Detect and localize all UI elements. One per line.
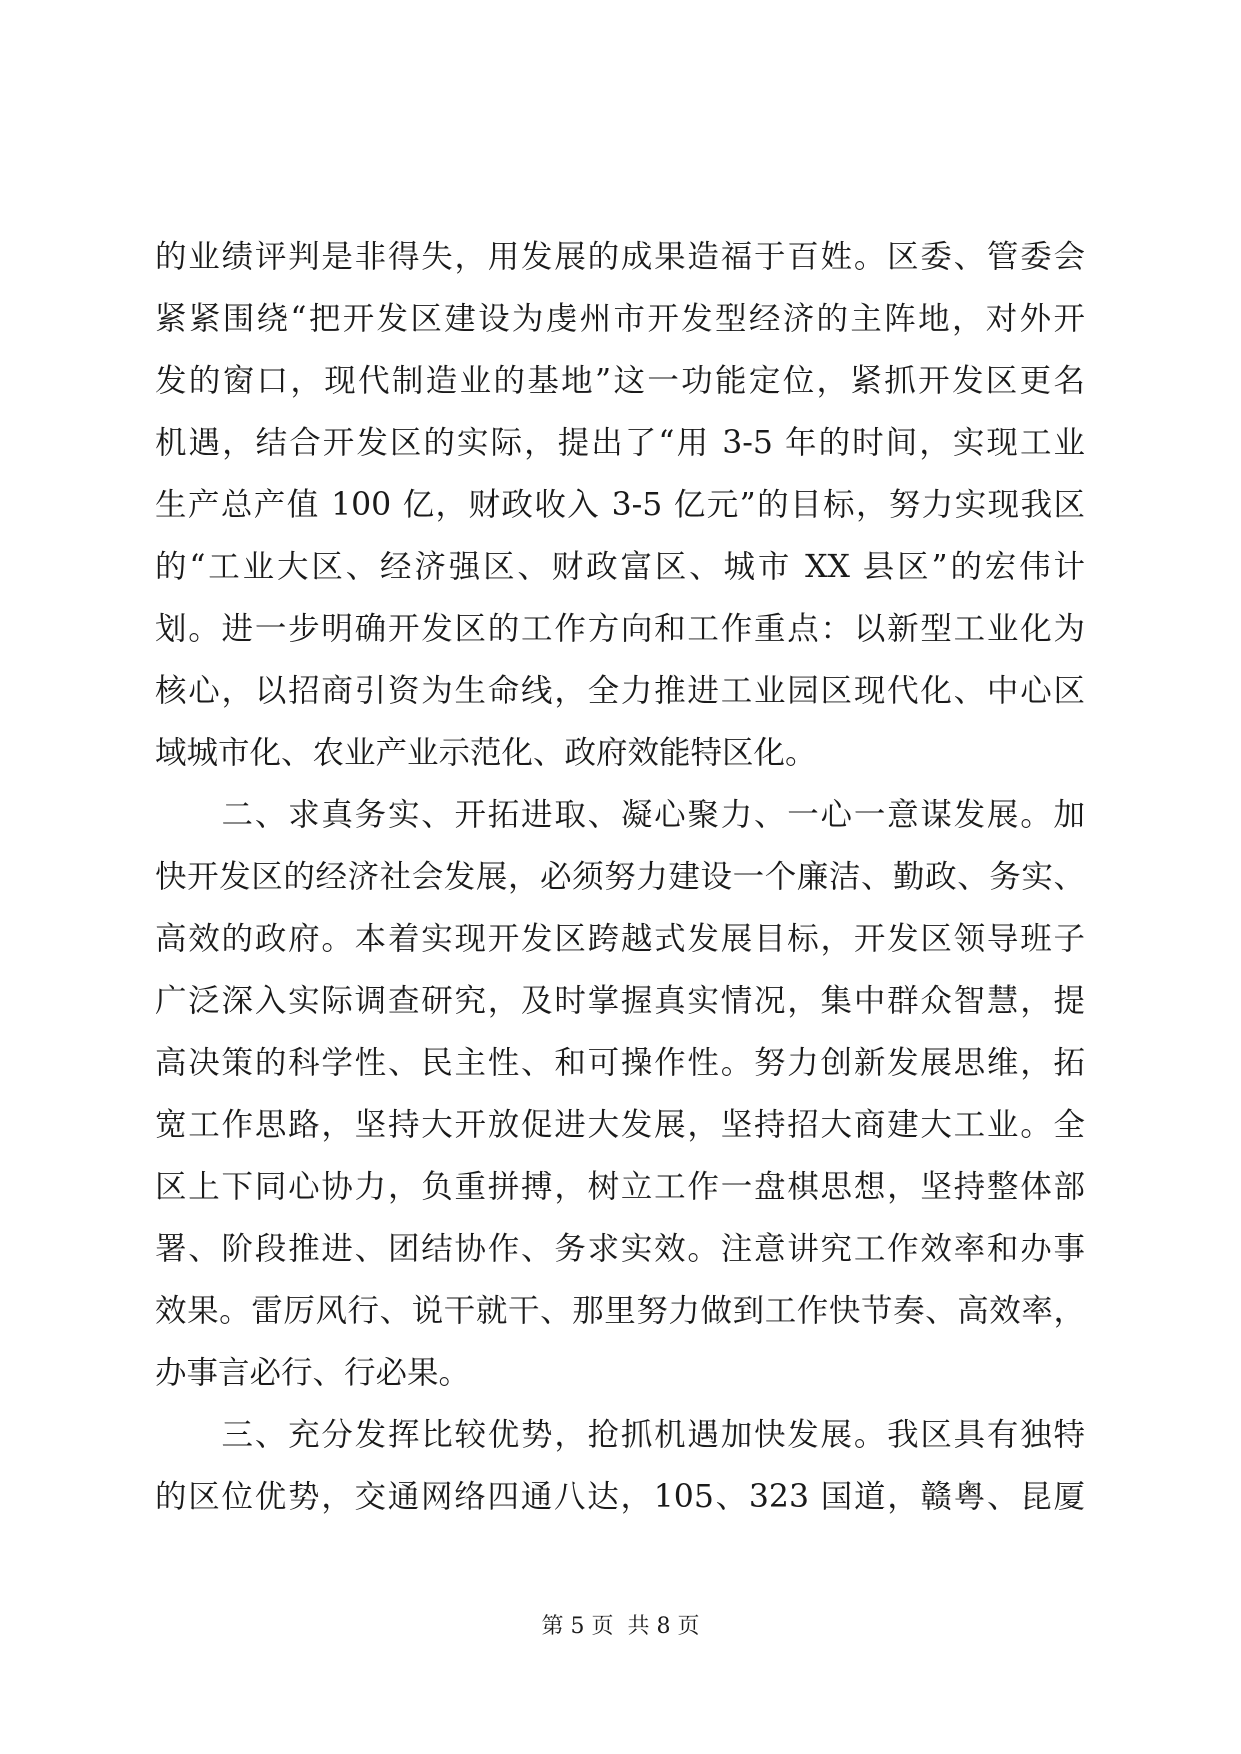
text-line: 划。进一步明确开发区的工作方向和工作重点：以新型工业化为: [155, 611, 1085, 647]
text-line: 的区位优势，交通网络四通八达，105、323 国道，赣粤、昆厦: [155, 1479, 1085, 1515]
text-line: 高效的政府。本着实现开发区跨越式发展目标，开发区领导班子: [155, 921, 1085, 957]
text-line: 高决策的科学性、民主性、和可操作性。努力创新发展思维，拓: [155, 1045, 1085, 1081]
document-body: [155, 226, 1085, 1528]
paragraph-start-line: 二、求真务实、开拓进取、凝心聚力、一心一意谋发展。加: [155, 797, 1085, 833]
page-number-label: 第 5 页 共 8 页: [541, 1614, 700, 1639]
text-line: 核心，以招商引资为生命线，全力推进工业园区现代化、中心区: [155, 673, 1085, 709]
text-line: 效果。雷厉风行、说干就干、那里努力做到工作快节奏、高效率，: [155, 1293, 1085, 1329]
text-line: 生产总产值 100 亿，财政收入 3-5 亿元”的目标，努力实现我区: [155, 487, 1085, 523]
text-line: 广泛深入实际调查研究，及时掌握真实情况，集中群众智慧，提: [155, 983, 1085, 1019]
text-line: 的业绩评判是非得失，用发展的成果造福于百姓。区委、管委会: [155, 239, 1085, 275]
text-line: 发的窗口，现代制造业的基地”这一功能定位，紧抓开发区更名: [155, 363, 1085, 399]
text-line: 区上下同心协力，负重拼搏，树立工作一盘棋思想，坚持整体部: [155, 1169, 1085, 1205]
text-line: 署、阶段推进、团结协作、务求实效。注意讲究工作效率和办事: [155, 1231, 1085, 1267]
text-line: 宽工作思路，坚持大开放促进大发展，坚持招大商建大工业。全: [155, 1107, 1085, 1143]
paragraph-start-line: 三、充分发挥比较优势，抢抓机遇加快发展。我区具有独特: [155, 1417, 1085, 1453]
text-line: 域城市化、农业产业示范化、政府效能特区化。: [155, 735, 817, 771]
text-line: 办事言必行、行必果。: [155, 1355, 471, 1391]
text-line: 机遇，结合开发区的实际，提出了“用 3-5 年的时间，实现工业: [155, 425, 1085, 461]
page-footer: [0, 1612, 1241, 1642]
text-line: 紧紧围绕“把开发区建设为虔州市开发型经济的主阵地，对外开: [155, 301, 1085, 337]
text-line: 的“工业大区、经济强区、财政富区、城市 XX 县区”的宏伟计: [155, 549, 1085, 585]
text-line: 快开发区的经济社会发展，必须努力建设一个廉洁、勤政、务实、: [155, 859, 1085, 895]
